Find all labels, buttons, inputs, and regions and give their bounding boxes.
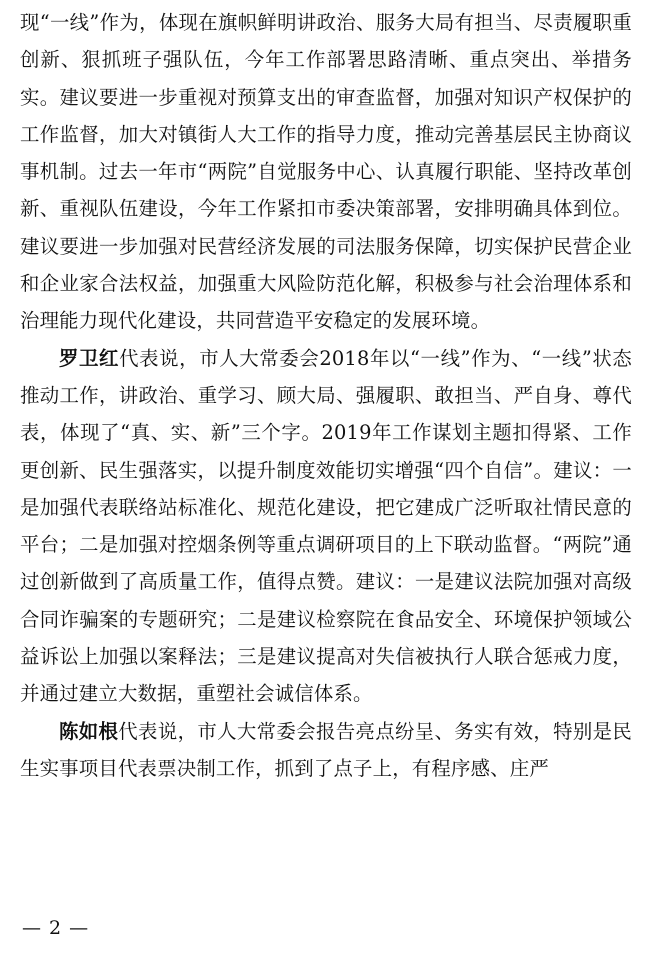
speaker-name: 罗卫红: [59, 346, 120, 370]
speaker-name: 陈如根: [59, 719, 119, 743]
paragraph-3: [20, 713, 632, 788]
paragraph-1: [20, 4, 632, 340]
paragraph-2: [20, 340, 632, 713]
paragraph-1-text: 现“一线”作为，体现在旗帜鲜明讲政治、服务大局有担当、尽责履职重创新、狠抓班子强队伍，今年工作部署思路清晰、重点突出、举措务实。建议要进一步重视对预算支出的审查监督，加强对知识产权保护的工作监督，加大对镇街人大工作的指导力度，推动完善基层民主协商议事机制。过去一年市“两院”自觉服务中心、认真履行职能、坚持改革创新、重视队伍建设，今年工作紧扣市委决策部署，安排明确具体到位。建议要进一步加强对民营经济发展的司法服务保障，切实保护民营企业和企业家合法权益，加强重大风险防范化解，积极参与社会治理体系和治理能力现代化建设，共同营造平安稳定的发展环境。: [20, 11, 632, 333]
paragraph-2-text: 代表说，市人大常委会2018年以“一线”作为、“一线”状态推动工作，讲政治、重学习、顾大局、强履职、敢担当、严自身、尊代表，体现了“真、实、新”三个字。2019年工作谋划主题扣得紧、工作更创新、民生强落实，以提升制度效能切实增强“四个自信”。建议：一是加强代表联络站标准化、规范化建设，把它建成广泛听取社情民意的平台；二是加强对控烟条例等重点调研项目的上下联动监督。“两院”通过创新做到了高质量工作，值得点赞。建议：一是建议法院加强对高级合同诈骗案的专题研究；二是建议检察院在食品安全、环境保护领域公益诉讼上加强以案释法；三是建议提高对失信被执行人联合惩戒力度，并通过建立大数据，重塑社会诚信体系。: [20, 346, 632, 706]
paragraph-3-text: 代表说，市人大常委会报告亮点纷呈、务实有效，特别是民生实事项目代表票决制工作，抓到了点子上，有程序感、庄严: [20, 719, 632, 780]
page-number: — 2 —: [22, 917, 90, 939]
document-page: [20, 4, 632, 787]
